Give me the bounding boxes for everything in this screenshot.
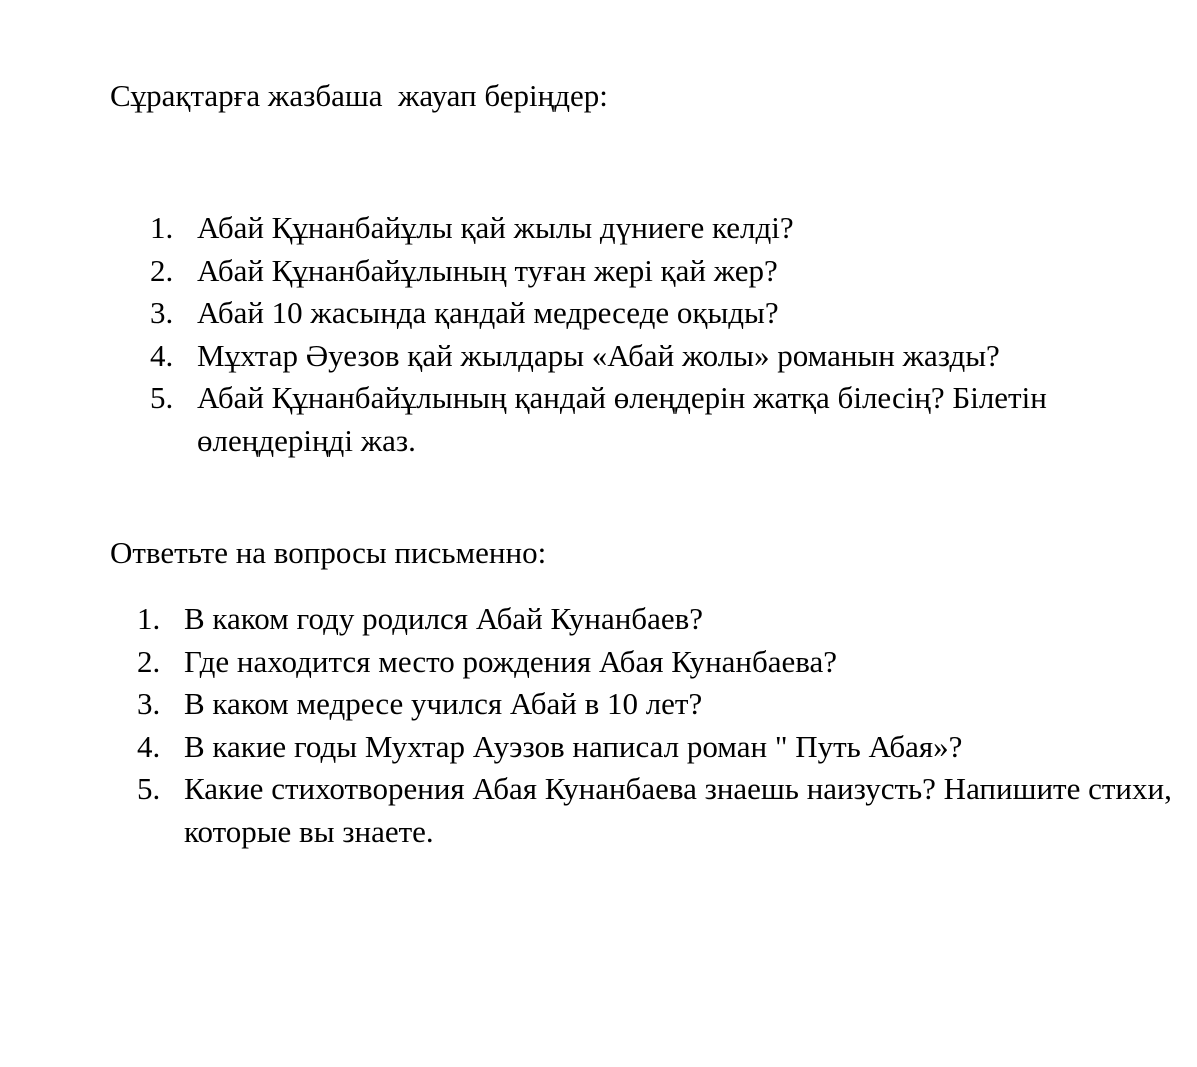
kazakh-question-2 [150, 250, 1190, 293]
question-text: Абай 10 жасында қандай медреседе оқыды? [197, 295, 779, 330]
question-number: 5. [137, 771, 161, 806]
question-number: 2. [137, 643, 161, 679]
kazakh-question-4 [150, 335, 1190, 378]
question-text: Какие стихотворения Абая Кунанбаева знаешь наизусть? Напишите стихи, которые вы знаете. [184, 771, 1172, 849]
question-number: 4. [137, 728, 161, 764]
question-text: Абай Құнанбайұлының туған жері қай жер? [197, 252, 778, 288]
question-number: 1. [150, 210, 174, 245]
kazakh-question-3 [150, 292, 1190, 335]
question-number: 2. [150, 252, 174, 288]
russian-question-3 [137, 683, 1192, 726]
russian-question-2 [137, 641, 1192, 684]
question-number: 3. [150, 295, 174, 330]
russian-question-4 [137, 726, 1192, 769]
russian-question-list [137, 598, 1192, 853]
question-number: 3. [137, 686, 161, 721]
kazakh-question-1 [150, 207, 1190, 250]
question-text: Где находится место рождения Абая Кунанбаева? [184, 643, 838, 679]
question-text: Мұхтар Әуезов қай жылдары «Абай жолы» романын жазды? [197, 337, 1000, 373]
question-text: В какие годы Мухтар Ауэзов написал роман " Путь Абая»? [184, 728, 963, 764]
kazakh-heading: Сұрақтарға жазбаша жауап беріңдер: [110, 78, 608, 113]
kazakh-question-list [150, 207, 1190, 462]
question-number: 4. [150, 337, 174, 373]
kazakh-question-5 [150, 377, 1190, 462]
question-number: 1. [137, 601, 161, 636]
russian-question-5 [137, 768, 1192, 853]
question-text: В каком медресе учился Абай в 10 лет? [184, 686, 703, 721]
question-text: Абай Құнанбайұлы қай жылы дүниеге келді? [197, 210, 794, 245]
russian-heading: Ответьте на вопросы письменно: [110, 535, 547, 570]
question-text: В каком году родился Абай Кунанбаев? [184, 601, 703, 636]
question-text: Абай Құнанбайұлының қандай өлеңдерін жатқа білесің? Білетін өлеңдеріңді жаз. [197, 380, 1047, 458]
russian-question-1 [137, 598, 1192, 641]
question-number: 5. [150, 380, 174, 415]
